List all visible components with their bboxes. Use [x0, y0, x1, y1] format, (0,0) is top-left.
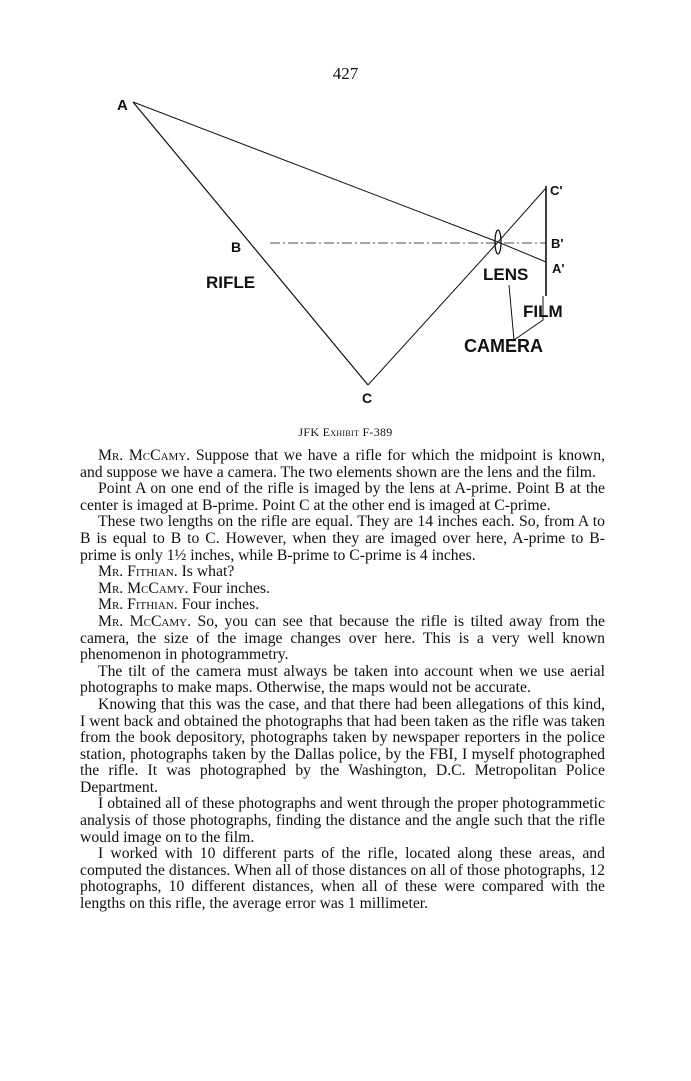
paragraph-10	[80, 796, 605, 846]
paragraph-3	[80, 514, 605, 564]
paragraph-text: Knowing that this was the case, and that there had been allegations of this kind, I went back and obtained the photographs that had been taken as the rifle was taken from the book depository, photographs taken by newspaper reporters in the police station, photographs taken by the Dallas police, by the FBI, I myself photographed the rifle. It was photographed by the Washington, D.C. Metropolitan Police Department.	[80, 695, 605, 796]
speaker-name: Mr. McCamy.	[98, 447, 191, 464]
caption-exhibit-word: Exhibit	[322, 425, 360, 439]
figure-caption	[0, 425, 691, 440]
speaker-name: Mr. McCamy.	[98, 612, 192, 630]
page-number: 427	[332, 64, 359, 83]
paragraph-9	[80, 697, 605, 797]
label-film: FILM	[523, 302, 563, 321]
caption-prefix: JFK	[298, 425, 323, 439]
paragraph-text: Four inches.	[188, 579, 270, 597]
rifle-lens-diagram	[0, 0, 691, 420]
ray-c	[368, 242, 498, 385]
paragraph-1	[80, 448, 605, 481]
diagram-svg	[0, 0, 691, 420]
paragraph-text: Four inches.	[177, 596, 260, 614]
paragraph-text: I worked with 10 different parts of the rifle, located along these areas, and computed the distances. When all of those distances on all of those photographs, 12 photographs, 10 different distances, when all of these were compared with the lengths on this rifle, the average error was 1 millimeter.	[80, 845, 605, 913]
label-b-prime: B'	[551, 236, 564, 251]
paragraph-text: Point A on one end of the rifle is imaged by the lens at A-prime. Point B at the center is imaged at B-prime. Point C at the other end is imaged at C-prime.	[80, 480, 605, 514]
paragraph-2	[80, 481, 605, 514]
paragraph-7	[80, 614, 605, 664]
paragraph-8	[80, 664, 605, 697]
label-c: C	[362, 390, 373, 406]
ray-a	[133, 102, 498, 242]
caption-number: F-389	[359, 425, 393, 439]
paragraph-4	[80, 564, 605, 581]
ray-a-image	[498, 242, 546, 262]
paragraph-text: So, you can see that because the rifle is tilted away from the camera, the size of the image changes over here. This is a very well known phenomenon in photogrammetry.	[80, 612, 605, 664]
label-c-prime: C'	[550, 183, 563, 198]
body-text	[80, 448, 605, 913]
paragraph-text: The tilt of the camera must always be taken into account when we use aerial photographs to make maps. Otherwise, the maps would not be accurate.	[80, 662, 605, 697]
ray-c-image	[498, 188, 546, 242]
label-lens: LENS	[483, 265, 529, 284]
paragraph-6	[80, 597, 605, 614]
label-a: A	[117, 97, 128, 114]
label-rifle: RIFLE	[206, 273, 256, 292]
rifle-line	[133, 102, 368, 385]
paragraph-text: These two lengths on the rifle are equal. They are 14 inches each. So, from A to B is equal to B to C. However, when they are imaged over here, A-prime to B-prime is only 1½ inches, while B-prime to C-prime is 4 inches.	[80, 513, 605, 564]
paragraph-11	[80, 846, 605, 912]
label-camera: CAMERA	[464, 336, 543, 356]
paragraph-5	[80, 581, 605, 598]
label-b: B	[231, 239, 242, 255]
paragraph-text: Suppose that we have a rifle for which the midpoint is known, and suppose we have a camera. The two elements shown are the lens and the film.	[80, 447, 605, 481]
paragraph-text: Is what?	[177, 563, 235, 581]
speaker-name: Mr. McCamy.	[98, 579, 189, 597]
paragraph-text: I obtained all of these photographs and went through the proper photogrammetic analysis of those photographs, finding the distance and the angle such that the rifle would image on to the film.	[80, 795, 605, 846]
label-a-prime: A'	[552, 261, 565, 276]
speaker-name: Mr. Fithian.	[98, 596, 178, 614]
speaker-name: Mr. Fithian.	[98, 563, 178, 581]
